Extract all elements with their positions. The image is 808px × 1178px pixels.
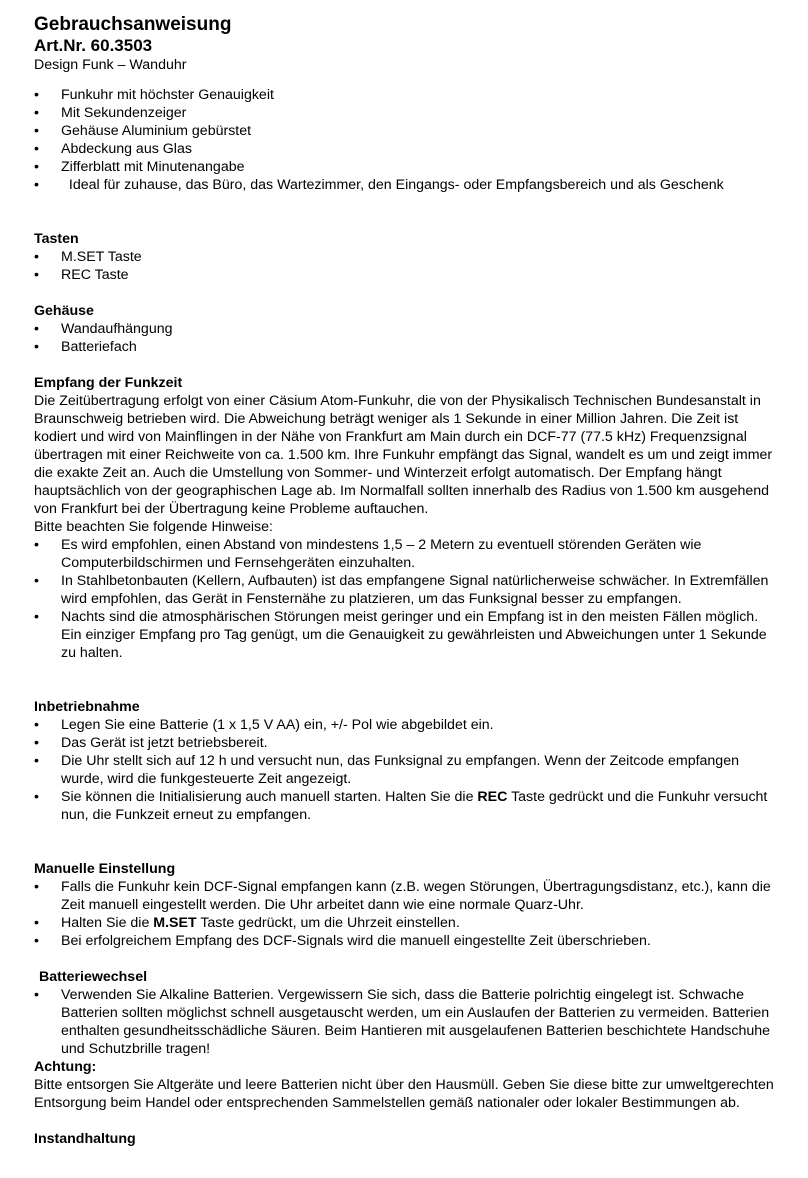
- section-gehaeuse: [34, 302, 774, 356]
- empfang-intro: Die Zeitübertragung erfolgt von einer Cäsium Atom-Funkuhr, die von der Physikalisch Technischen Bundesanstalt in Braunschweig betrieben wird. Die Abweichung beträgt weniger als 1 Sekunde in einer Million Jahren. Die Zeit ist kodiert und wird von Mainflingen in der Nähe von Frankfurt am Main durch ein DCF-77 (77.5 kHz) Frequenzsignal übertragen mit einer Reichweite von ca. 1.500 km. Ihre Funkuhr empfängt das Signal, wandelt es um und zeigt immer die exakte Zeit an. Auch die Umstellung von Sommer- und Winterzeit erfolgt automatisch. Der Empfang hängt hauptsächlich von der geographischen Lage ab. Im Normalfall sollten innerhalb des Radius von 1.500 km ausgehend von Frankfurt bei der Übertragung keine Probleme auftauchen.: [34, 393, 773, 517]
- list-item: • Ideal für zuhause, das Büro, das Wartezimmer, den Eingangs- oder Empfangsbereich und als Geschenk: [34, 176, 774, 194]
- section-heading: Inbetriebnahme: [34, 699, 140, 715]
- section-instandhaltung: [34, 1130, 774, 1148]
- list-item: • Bei erfolgreichem Empfang des DCF-Signals wird die manuell eingestellte Zeit überschrieben.: [34, 932, 774, 950]
- empfang-hints: [34, 536, 774, 662]
- list-item: • Falls die Funkuhr kein DCF-Signal empfangen kann (z.B. wegen Störungen, Übertragungsdistanz, etc.), kann die Zeit manuell eingestellt werden. Die Uhr arbeitet dann wie eine normale Quarz-Uhr.: [34, 878, 774, 914]
- section-heading: Tasten: [34, 231, 79, 247]
- text-run: Halten Sie die: [61, 915, 154, 931]
- list-item: • Das Gerät ist jetzt betriebsbereit.: [34, 734, 774, 752]
- achtung-text: Bitte entsorgen Sie Altgeräte und leere Batterien nicht über den Hausmüll. Geben Sie diese bitte zur umweltgerechten Entsorgung beim Handel oder entsprechenden Sammelstellen gemäß nationaler oder lokaler Bestimmungen ab.: [34, 1077, 774, 1111]
- list-item: • Zifferblatt mit Minutenangabe: [34, 158, 774, 176]
- manuell-list: [34, 878, 774, 950]
- list-item: • Wandaufhängung: [34, 320, 774, 338]
- section-heading: Gehäuse: [34, 303, 94, 319]
- section-tasten: [34, 230, 774, 284]
- product-subtitle: Design Funk – Wanduhr: [34, 57, 187, 73]
- list-item: • Legen Sie eine Batterie (1 x 1,5 V AA) ein, +/- Pol wie abgebildet ein.: [34, 716, 774, 734]
- section-heading: Empfang der Funkzeit: [34, 375, 183, 391]
- list-item: • Funkuhr mit höchster Genauigkeit: [34, 86, 774, 104]
- list-item: • Abdeckung aus Glas: [34, 140, 774, 158]
- mset-key-label: M.SET: [153, 915, 197, 931]
- text-run: Taste gedrückt und die Funkuhr versucht nun, die Funkzeit erneut zu empfangen.: [61, 789, 768, 823]
- section-heading: Batteriewechsel: [39, 969, 148, 985]
- section-heading: Manuelle Einstellung: [34, 861, 176, 877]
- section-heading: Achtung:: [34, 1059, 97, 1075]
- list-item: • Verwenden Sie Alkaline Batterien. Vergewissern Sie sich, dass die Batterie polrichtig eingelegt ist. Schwache Batterien sollten möglichst schnell ausgetauscht werden, um ein Auslaufen der Batterien zu vermeiden. Batterien enthalten gesundheitsschädliche Säuren. Beim Hantieren mit ausgelaufenen Batterien beschichtete Handschuhe und Schutzbrille tragen!: [34, 986, 774, 1058]
- list-item: • Es wird empfohlen, einen Abstand von mindestens 1,5 – 2 Metern zu eventuell störenden Geräten wie Computerbildschirmen und Fernsehgeräten einzuhalten.: [34, 536, 774, 572]
- list-item: • REC Taste: [34, 266, 774, 284]
- list-item: • Mit Sekundenzeiger: [34, 104, 774, 122]
- list-item: • Batteriefach: [34, 338, 774, 356]
- list-item: [34, 788, 774, 824]
- batterie-list: [34, 986, 774, 1058]
- page-title: Gebrauchsanweisung: [34, 14, 232, 35]
- manual-page: [34, 14, 774, 1148]
- article-number: Art.Nr. 60.3503: [34, 36, 153, 55]
- list-item: • Gehäuse Aluminium gebürstet: [34, 122, 774, 140]
- section-heading: Instandhaltung: [34, 1131, 136, 1147]
- list-item: • Die Uhr stellt sich auf 12 h und versucht nun, das Funksignal zu empfangen. Wenn der Zeitcode empfangen wurde, wird die funkgesteuerte Zeit angezeigt.: [34, 752, 774, 788]
- text-run: Sie können die Initialisierung auch manuell starten. Halten Sie die: [61, 789, 478, 805]
- tasten-list: [34, 248, 774, 284]
- section-batterie: [34, 968, 774, 1112]
- section-empfang: [34, 374, 774, 662]
- gehaeuse-list: [34, 320, 774, 356]
- list-item: [34, 914, 774, 932]
- text-run: Taste gedrückt, um die Uhrzeit einstellen.: [196, 915, 460, 931]
- section-manuell: [34, 860, 774, 950]
- list-item: • In Stahlbetonbauten (Kellern, Aufbauten) ist das empfangene Signal natürlicherweise schwächer. In Extremfällen wird empfohlen, das Gerät in Fensternähe zu platzieren, um das Funksignal besser zu empfangen.: [34, 572, 774, 608]
- list-item: • M.SET Taste: [34, 248, 774, 266]
- list-item: • Nachts sind die atmosphärischen Störungen meist geringer und ein Empfang ist in den meisten Fällen möglich. Ein einziger Empfang pro Tag genügt, um die Genauigkeit zu gewährleisten und Abweichungen unter 1 Sekunde zu halten.: [34, 608, 774, 662]
- inbetriebnahme-list: [34, 716, 774, 824]
- hint-lead: Bitte beachten Sie folgende Hinweise:: [34, 519, 273, 535]
- section-inbetriebnahme: [34, 698, 774, 824]
- rec-key-label: REC: [477, 789, 508, 805]
- feature-list: [34, 86, 774, 194]
